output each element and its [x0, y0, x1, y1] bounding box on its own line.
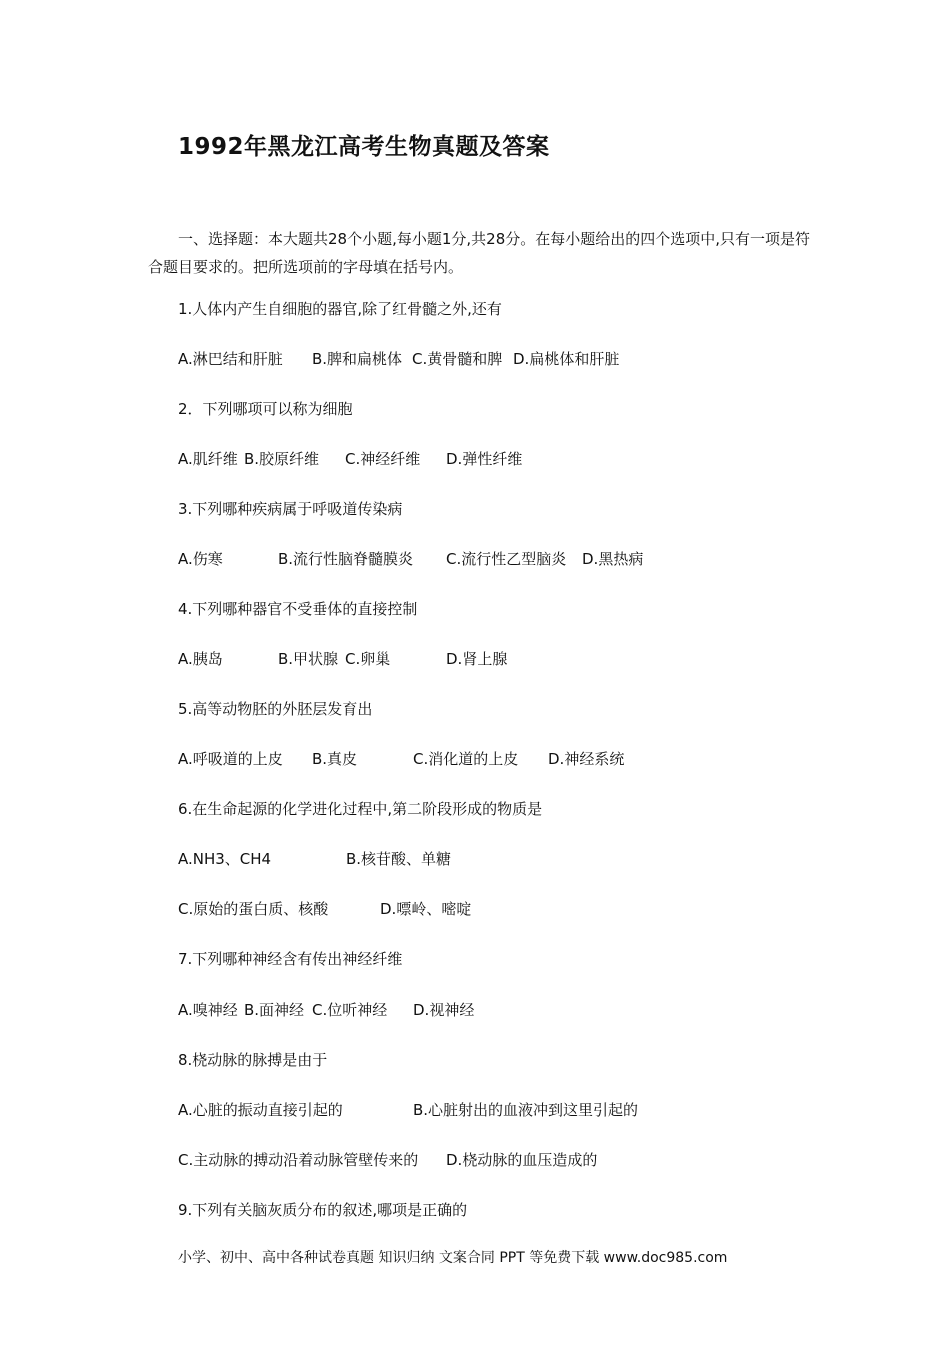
question-stem: 4.下列哪种器官不受垂体的直接控制: [178, 600, 418, 618]
option-d: D.扁桃体和肝脏: [513, 350, 620, 368]
option-d: D.嘌岭、嘧啶: [380, 900, 472, 918]
option-d: D.神经系统: [548, 750, 625, 768]
option-a: A.肌纤维: [178, 450, 238, 468]
option-c: C.主动脉的搏动沿着动脉管壁传来的: [178, 1151, 419, 1169]
option-c: C.卵巢: [345, 650, 391, 668]
question-stem: 8.桡动脉的脉搏是由于: [178, 1051, 328, 1069]
section-intro: 一、选择题：本大题共28个小题,每小题1分,共28分。在每小题给出的四个选项中,只有一项是符合题目要求的。把所选项前的字母填在括号内。: [148, 230, 811, 276]
question-stem: 3.下列哪种疾病属于呼吸道传染病: [178, 500, 403, 518]
option-b: B.核苷酸、单糖: [346, 850, 452, 868]
question-stem: 2．下列哪项可以称为细胞: [178, 400, 353, 418]
page-footer: 小学、初中、高中各种试卷真题 知识归纳 文案合同 PPT 等免费下载 www.doc985.com: [178, 1250, 728, 1266]
option-c: C.黄骨髓和脾: [412, 350, 503, 368]
option-d: D.桡动脉的血压造成的: [446, 1151, 598, 1169]
question-stem: 6.在生命起源的化学进化过程中,第二阶段形成的物质是: [178, 800, 543, 818]
option-a: A.呼吸道的上皮: [178, 750, 283, 768]
page-title: 1992年黑龙江高考生物真题及答案: [178, 134, 550, 160]
question-stem: 5.高等动物胚的外胚层发育出: [178, 700, 373, 718]
option-a: A.嗅神经: [178, 1001, 238, 1019]
option-b: B.面神经: [244, 1001, 305, 1019]
option-d: D.弹性纤维: [446, 450, 523, 468]
option-a: A.心脏的振动直接引起的: [178, 1101, 343, 1119]
option-b: B.胶原纤维: [244, 450, 320, 468]
option-d: D.肾上腺: [446, 650, 508, 668]
question-stem: 1.人体内产生自细胞的器官,除了红骨髓之外,还有: [178, 300, 502, 318]
option-c: C.神经纤维: [345, 450, 421, 468]
option-b: B.真皮: [312, 750, 358, 768]
option-b: B.心脏射出的血液冲到这里引起的: [413, 1101, 639, 1119]
option-a: A.淋巴结和肝脏: [178, 350, 283, 368]
option-c: C.流行性乙型脑炎: [446, 550, 567, 568]
option-d: D.视神经: [413, 1001, 475, 1019]
option-d: D.黑热病: [582, 550, 644, 568]
option-a: A.伤寒: [178, 550, 223, 568]
option-c: C.消化道的上皮: [413, 750, 519, 768]
option-a: A.NH3、CH4: [178, 850, 272, 868]
question-stem: 9.下列有关脑灰质分布的叙述,哪项是正确的: [178, 1201, 468, 1219]
option-b: B.流行性脑脊髓膜炎: [278, 550, 414, 568]
option-a: A.胰岛: [178, 650, 223, 668]
option-b: B.甲状腺: [278, 650, 339, 668]
option-b: B.脾和扁桃体: [312, 350, 403, 368]
option-c: C.原始的蛋白质、核酸: [178, 900, 329, 918]
question-stem: 7.下列哪种神经含有传出神经纤维: [178, 950, 403, 968]
option-c: C.位听神经: [312, 1001, 388, 1019]
